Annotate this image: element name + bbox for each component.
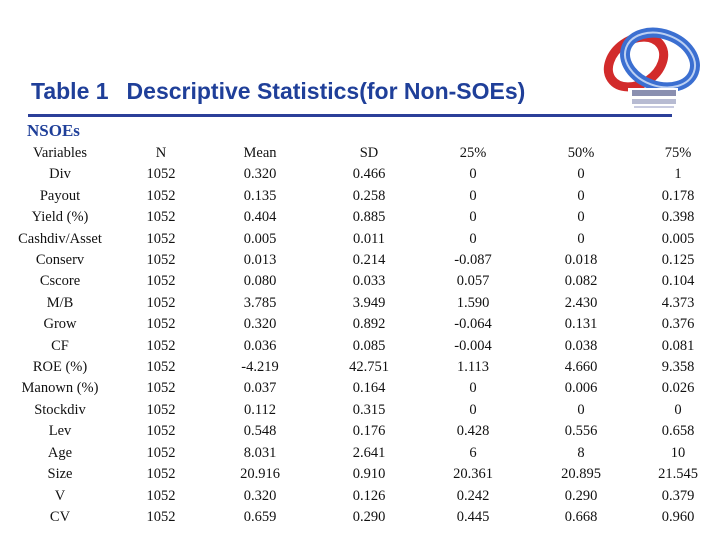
cell-p75: 1: [674, 166, 682, 183]
cell-mean: 8.031: [243, 444, 277, 461]
cell-p75: 0.125: [661, 252, 695, 269]
cell-variable: Payout: [39, 187, 81, 204]
cell-mean: 20.916: [240, 466, 280, 483]
cell-n: 1052: [146, 230, 176, 247]
cell-p50: 0: [577, 209, 585, 226]
cell-mean: 0.037: [243, 380, 277, 397]
cell-p75: 0.178: [661, 187, 695, 204]
cell-mean: 0.404: [243, 209, 277, 226]
cell-n: 1052: [146, 444, 176, 461]
cell-sd: 0.910: [352, 466, 386, 483]
cell-sd: 0.164: [352, 380, 386, 397]
descriptive-statistics-table: [0, 143, 720, 528]
table-row: [0, 293, 720, 314]
cell-sd: 0.011: [352, 230, 386, 247]
cell-p50: 0: [577, 166, 585, 183]
cell-mean: 0.135: [243, 187, 277, 204]
cell-sd: 0.085: [352, 337, 386, 354]
cell-p50: 0: [577, 401, 585, 418]
table-row: [0, 464, 720, 485]
table-row: [0, 378, 720, 399]
cell-p50: 0: [577, 187, 585, 204]
cell-p50: 2.430: [564, 294, 598, 311]
cell-sd: 3.949: [352, 294, 386, 311]
cell-p25: -0.064: [454, 316, 492, 333]
cell-variable: Manown (%): [21, 380, 99, 397]
slide-title: [31, 78, 525, 105]
table-row: [0, 336, 720, 357]
table-row: [0, 400, 720, 421]
cell-n: 1052: [146, 359, 176, 376]
cell-n: 1052: [146, 252, 176, 269]
cell-n: 1052: [146, 337, 176, 354]
cell-mean: 0.320: [243, 487, 277, 504]
header-variable: Variables: [33, 145, 87, 161]
table-row: [0, 164, 720, 185]
cell-variable: Yield (%): [31, 209, 89, 226]
cell-p25: 1.590: [456, 294, 490, 311]
cell-p75: 0.379: [661, 487, 695, 504]
table-row: [0, 314, 720, 335]
table-row: [0, 207, 720, 228]
cell-variable: Grow: [43, 316, 77, 333]
cell-p75: 9.358: [661, 359, 695, 376]
cell-p25: 0.445: [456, 508, 490, 525]
cell-p50: 0.290: [564, 487, 598, 504]
cell-mean: 0.548: [243, 423, 277, 440]
cell-variable: V: [54, 487, 66, 504]
header-n: N: [155, 145, 167, 161]
table-row: [0, 507, 720, 528]
cell-sd: 0.892: [352, 316, 386, 333]
table-subtitle: NSOEs: [27, 121, 80, 140]
cell-mean: 0.112: [243, 401, 277, 418]
cell-sd: 0.315: [352, 401, 386, 418]
cell-p75: 0: [674, 401, 682, 418]
cell-p75: 0.104: [661, 273, 695, 290]
cell-p25: -0.004: [454, 337, 492, 354]
cell-n: 1052: [146, 166, 176, 183]
cell-sd: 0.126: [352, 487, 386, 504]
cell-p75: 10: [670, 444, 686, 461]
cell-n: 1052: [146, 466, 176, 483]
cell-variable: ROE (%): [32, 359, 88, 376]
cell-p75: 4.373: [661, 294, 695, 311]
cell-p75: 21.545: [658, 466, 698, 483]
cell-variable: Cashdiv/Asset: [18, 230, 102, 247]
cell-mean: 0.320: [243, 166, 277, 183]
table-row: [0, 186, 720, 207]
cell-p25: -0.087: [454, 252, 492, 269]
cell-p75: 0.960: [661, 508, 695, 525]
cell-variable: Div: [49, 166, 71, 183]
cell-p25: 0.057: [456, 273, 490, 290]
cell-p50: 0.131: [564, 316, 598, 333]
cell-n: 1052: [146, 423, 176, 440]
cell-sd: 0.885: [352, 209, 386, 226]
cell-p25: 0.242: [456, 487, 490, 504]
cell-mean: 3.785: [243, 294, 277, 311]
header-p25: 25%: [459, 145, 487, 161]
cell-p75: 0.026: [661, 380, 695, 397]
cell-p75: 0.376: [661, 316, 695, 333]
header-p50: 50%: [567, 145, 595, 161]
cell-p25: 0.428: [456, 423, 490, 440]
header-p75: 75%: [664, 145, 692, 161]
table-row: [0, 229, 720, 250]
cell-n: 1052: [146, 401, 176, 418]
cell-p25: 20.361: [453, 466, 493, 483]
cell-sd: 0.176: [352, 423, 386, 440]
cell-sd: 0.290: [352, 508, 386, 525]
table-header-row: [0, 143, 720, 164]
cell-mean: -4.219: [241, 359, 279, 376]
cell-mean: 0.080: [243, 273, 277, 290]
cell-p25: 0: [469, 230, 477, 247]
cell-p25: 6: [469, 444, 477, 461]
cell-n: 1052: [146, 294, 176, 311]
cell-p25: 0: [469, 209, 477, 226]
cell-sd: 0.033: [352, 273, 386, 290]
cell-p25: 0: [469, 380, 477, 397]
cell-p50: 0.018: [564, 252, 598, 269]
cell-p50: 0: [577, 230, 585, 247]
cell-p50: 0.668: [564, 508, 598, 525]
table-row: [0, 443, 720, 464]
cell-p25: 0: [469, 187, 477, 204]
cell-n: 1052: [146, 187, 176, 204]
cell-p75: 0.005: [661, 230, 695, 247]
cell-p75: 0.658: [661, 423, 695, 440]
cell-n: 1052: [146, 316, 176, 333]
cell-p25: 0: [469, 166, 477, 183]
title-underline: [28, 114, 672, 117]
cell-sd: 0.466: [352, 166, 386, 183]
cell-variable: Cscore: [39, 273, 81, 290]
header-mean: Mean: [243, 145, 277, 161]
cell-p50: 0.006: [564, 380, 598, 397]
table-row: [0, 271, 720, 292]
university-logo-icon: [598, 26, 702, 118]
cell-variable: Lev: [48, 423, 72, 440]
cell-sd: 2.641: [352, 444, 386, 461]
cell-p50: 4.660: [564, 359, 598, 376]
cell-variable: Conserv: [35, 252, 85, 269]
cell-p25: 1.113: [456, 359, 490, 376]
cell-n: 1052: [146, 209, 176, 226]
cell-p75: 0.081: [661, 337, 695, 354]
table-row: [0, 421, 720, 442]
header-sd: SD: [359, 145, 379, 161]
cell-p50: 20.895: [561, 466, 601, 483]
cell-variable: CF: [51, 337, 69, 354]
cell-p50: 0.038: [564, 337, 598, 354]
cell-mean: 0.036: [243, 337, 277, 354]
cell-sd: 0.258: [352, 187, 386, 204]
cell-sd: 42.751: [349, 359, 389, 376]
cell-p25: 0: [469, 401, 477, 418]
cell-variable: Stockdiv: [34, 401, 86, 418]
cell-mean: 0.659: [243, 508, 277, 525]
cell-p75: 0.398: [661, 209, 695, 226]
cell-n: 1052: [146, 487, 176, 504]
cell-mean: 0.005: [243, 230, 277, 247]
table-number: Table 1: [31, 78, 109, 104]
cell-sd: 0.214: [352, 252, 386, 269]
cell-variable: M/B: [46, 294, 74, 311]
cell-variable: Size: [47, 466, 73, 483]
table-row: [0, 486, 720, 507]
table-body: [0, 164, 720, 528]
cell-variable: Age: [47, 444, 73, 461]
table-title-text: Descriptive Statistics(for Non-SOEs): [126, 78, 526, 104]
table-row: [0, 250, 720, 271]
cell-p50: 8: [577, 444, 585, 461]
cell-n: 1052: [146, 508, 176, 525]
cell-mean: 0.320: [243, 316, 277, 333]
table-row: [0, 357, 720, 378]
cell-mean: 0.013: [243, 252, 277, 269]
cell-n: 1052: [146, 273, 176, 290]
cell-variable: CV: [49, 508, 71, 525]
cell-p50: 0.556: [564, 423, 598, 440]
cell-n: 1052: [146, 380, 176, 397]
cell-p50: 0.082: [564, 273, 598, 290]
